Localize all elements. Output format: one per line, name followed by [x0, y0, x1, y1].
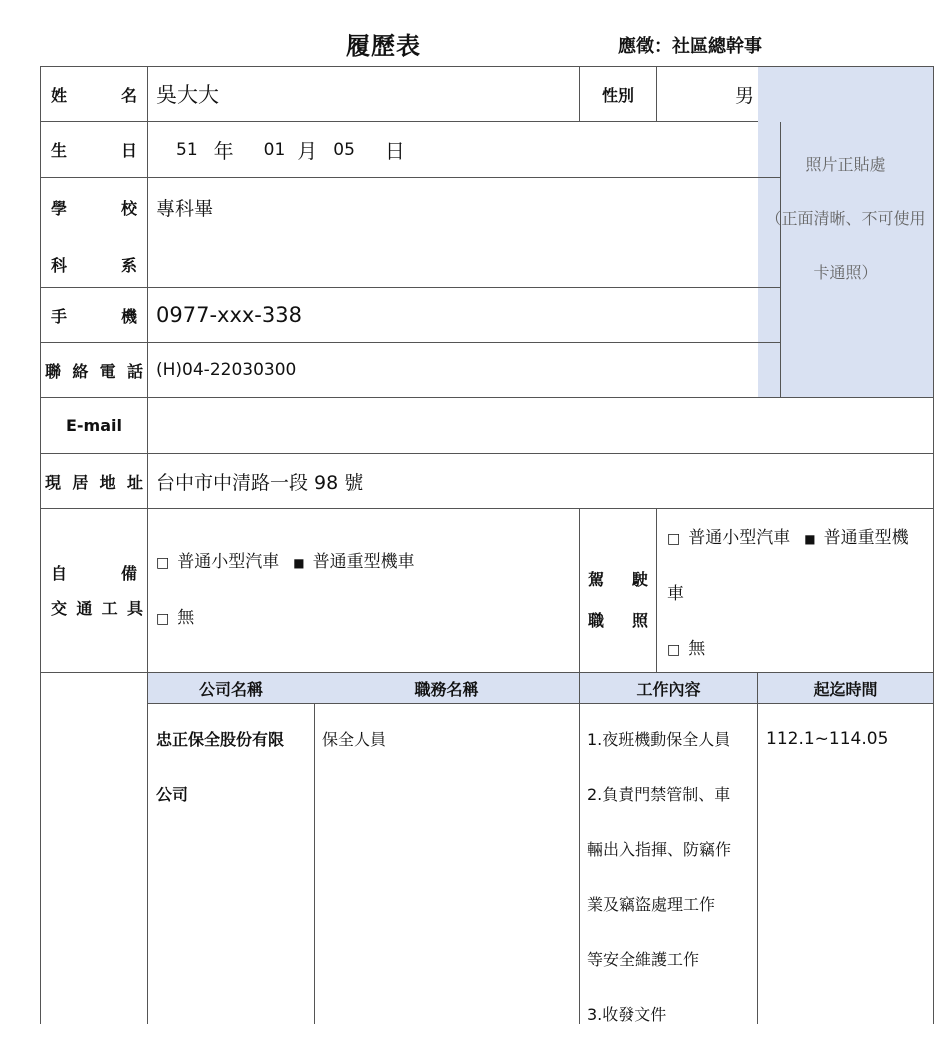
school-value: 專科畢: [148, 178, 781, 288]
address-label: 現 居 地 址: [40, 454, 148, 509]
header-duties: 工作內容: [580, 673, 758, 704]
checkbox-car[interactable]: □: [156, 555, 170, 571]
company-line-2: 公司: [156, 785, 189, 804]
gender-label: 性別: [580, 66, 657, 122]
name-value: 吳大大: [148, 66, 580, 122]
checkbox-none[interactable]: □: [156, 611, 170, 627]
birth-day: 05: [333, 139, 355, 160]
email-label: E-mail: [40, 398, 148, 454]
license-moto-label-a: 普通重型機: [823, 528, 909, 548]
photo-area: [758, 66, 934, 398]
transport-none-label: 無: [177, 608, 195, 628]
birth-month-unit: 月: [297, 139, 318, 163]
company-line-1: 忠正保全股份有限: [156, 730, 285, 749]
license-checkbox-car[interactable]: □: [667, 531, 681, 547]
resume-table: [40, 66, 934, 1024]
applied-position: 應徵：社區總幹事: [618, 36, 762, 57]
mobile-label: 手 機: [40, 288, 148, 343]
birth-year: 51: [176, 139, 198, 160]
work-section-label: [40, 673, 148, 1024]
header-company: 公司名稱: [148, 673, 315, 704]
address-value: 台中市中清路一段 98 號: [148, 454, 934, 509]
duty-line-4: 業及竊盜處理工作: [587, 895, 716, 914]
transport-car-label: 普通小型汽車: [177, 552, 280, 572]
duty-line-1: 1.夜班機動保全人員: [587, 730, 731, 749]
duty-line-2: 2.負責門禁管制、車: [587, 785, 731, 804]
work-duties: [580, 704, 758, 1024]
photo-line-2: （正面清晰、不可使用: [765, 209, 926, 228]
license-moto-label-b: 車: [667, 584, 684, 604]
checkbox-moto-checked[interactable]: ■: [293, 556, 305, 570]
duty-line-6: 3.收發文件: [587, 1005, 667, 1024]
school-dept-label: 學 校 科 系: [40, 178, 148, 288]
page-title: 履歷表: [346, 32, 421, 60]
birth-year-unit: 年: [213, 139, 234, 163]
header-position: 職務名稱: [314, 673, 580, 704]
photo-line-3: 卡通照）: [813, 263, 878, 282]
transport-moto-label: 普通重型機車: [312, 552, 415, 572]
phone-value: (H)04-22030300: [148, 343, 781, 398]
gender-value: 男: [657, 66, 833, 122]
email-value: [148, 398, 934, 454]
mobile-value: 0977-xxx-338: [148, 288, 781, 343]
license-checkbox-none[interactable]: □: [667, 642, 681, 658]
birthday-value: [148, 122, 781, 178]
birth-month: 01: [263, 139, 286, 160]
license-car-label: 普通小型汽車: [688, 528, 791, 548]
transport-label: 自 備 交 通 工 具: [40, 509, 148, 673]
work-company: [148, 704, 315, 1024]
name-label: 姓 名: [40, 66, 148, 122]
duty-line-3: 輛出入指揮、防竊作: [587, 840, 732, 859]
work-position: 保全人員: [314, 704, 580, 1024]
duty-line-5: 等安全維護工作: [587, 950, 700, 969]
birthday-label: 生 日: [40, 122, 148, 178]
birth-day-unit: 日: [384, 139, 405, 163]
phone-label: 聯 絡 電 話: [40, 343, 148, 398]
work-period: 112.1~114.05: [758, 704, 934, 1024]
transport-options: [148, 509, 580, 673]
photo-line-1: 照片正貼處: [805, 155, 886, 174]
license-options: [657, 509, 934, 673]
license-label: 駕 駛 職 照: [580, 509, 657, 673]
license-checkbox-moto-checked[interactable]: ■: [804, 532, 816, 546]
header-period: 起迄時間: [758, 673, 934, 704]
license-none-label: 無: [688, 639, 706, 659]
